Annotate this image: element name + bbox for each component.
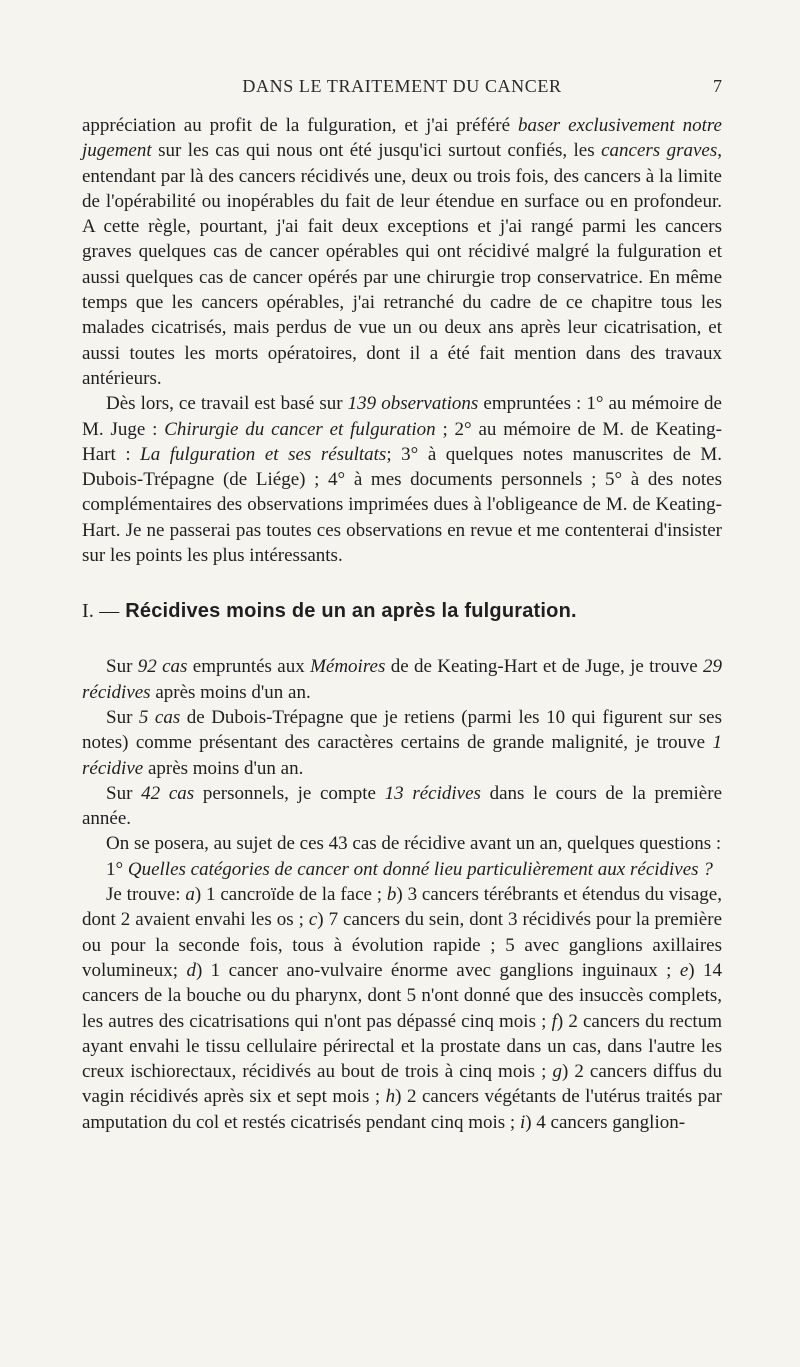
text-run: après moins d'un an. [150, 681, 311, 703]
section-heading [82, 598, 722, 624]
text-run: empruntées : 1° au mémoire de M. Juge : [82, 393, 722, 440]
paragraph-intro-1 [82, 113, 722, 391]
text-run: de Dubois-Trépagne que je retiens (parmi les 10 qui figurent sur ses notes) comme présentant des caractères certains de grande malignité, je trouve [82, 706, 722, 754]
list-letter: c [308, 909, 318, 931]
text-run: appréciation au profit de la fulguration, et j'ai préféré [82, 115, 518, 136]
emphasis-text: 92 cas [137, 656, 188, 678]
text-run: Sur [106, 782, 142, 804]
list-letter: f [551, 1010, 557, 1032]
list-letter: e [679, 959, 689, 981]
text-run: ) 14 cancers de la bouche ou du pharynx, dont 5 n'ont donné que des insuccès complets, les autres des cicatrisations qui n'ont pas dépassé cinq mois ; [82, 959, 723, 1032]
text-run: 1° [106, 858, 128, 880]
text-run: Sur [106, 656, 138, 678]
paragraph-3 [82, 654, 722, 705]
text-run: après moins d'un an. [143, 757, 304, 779]
paragraph-4 [82, 705, 722, 781]
page-number: 7 [713, 76, 722, 96]
list-letter: b [386, 884, 397, 906]
list-letter: h [385, 1086, 396, 1108]
section-number: I. — [82, 600, 120, 623]
emphasis-text: 5 cas [138, 706, 181, 728]
text-run: Je trouve: [106, 884, 186, 906]
paragraph-5 [82, 781, 722, 832]
text-run: ; 2° au mémoire de M. de Keating-Hart : [82, 418, 722, 465]
emphasis-text: Quelles catégories de cancer ont donné lieu particulièrement aux récidives ? [127, 858, 713, 880]
text-run: ) 1 cancroïde de la face ; [194, 884, 387, 906]
text-run: ) 2 cancers du rectum ayant envahi le tissu cellulaire périrectal et la prostate dans un cas, dans l'autre les creux ischiorectaux, récidivés au bout de trois à cinq mois ; [82, 1010, 722, 1083]
text-run: ) 1 cancer ano-vulvaire énorme avec ganglions inguinaux ; [195, 959, 680, 981]
paragraph-intro-2 [82, 391, 722, 568]
running-head [82, 76, 722, 100]
book-title: La fulguration et ses résultats [140, 443, 387, 465]
text-run: empruntés aux [187, 656, 311, 678]
emphasis-text: cancers graves [601, 140, 718, 162]
paragraph-7 [82, 857, 722, 882]
text-run: ) 7 cancers du sein, dont 3 récidivés pour la première ou pour la seconde fois, tous à évolution rapide ; 5 avec ganglions axillaires volumineux; [82, 909, 723, 981]
text-run: ) 3 cancers térébrants et étendus du visage, dont 2 avaient envahi les os ; [82, 884, 722, 931]
emphasis-text: 29 récidives [82, 656, 723, 703]
emphasis-text: 1 récidive [82, 732, 722, 779]
text-run: personnels, je compte [194, 782, 385, 804]
emphasis-text: Mémoires [310, 656, 386, 678]
emphasis-text: baser exclusivement notre jugement [82, 115, 722, 162]
text-run: Dès lors, ce travail est basé sur [106, 393, 348, 415]
text-run: de de Keating-Hart et de Juge, je trouve [385, 656, 704, 678]
emphasis-text: 42 cas [141, 782, 195, 804]
book-title: Chirurgie du cancer et fulguration [164, 418, 436, 440]
list-letter: g [552, 1061, 562, 1083]
text-run: ) 2 cancers diffus du vagin récidivés après six et sept mois ; [82, 1061, 722, 1108]
text-run: , entendant par là des cancers récidivés une, deux ou trois fois, des cancers à la limite de l'opérabilité ou inopérables du fait de leur étendue en surface ou en profondeur. A cette règle, pourtant, j'ai fait deux exceptions et j'ai rangé parmi les cancers graves quelques cas de cancer opérables qui ont récidivé malgré la fulguration et aussi quelques cas de cancer opérés par une chirurgie trop conservatrice. En même temps que les cancers opérables, j'ai retranché du cadre de ce chapitre tous les malades cicatrisés, mais perdus de vue un ou deux ans après leur cicatrisation, et aussi toutes les morts opératoires, dont il a été fait mention dans des travaux antérieurs. [82, 140, 722, 389]
running-title: DANS LE TRAITEMENT DU CANCER [242, 76, 562, 96]
section-title: Récidives moins de un an après la fulguration. [125, 600, 577, 623]
text-run: Sur [106, 706, 139, 728]
body-text [82, 113, 722, 1135]
text-run: ; 3° à quelques notes manuscrites de M. Dubois-Trépagne (de Liége) ; 4° à mes documents personnels ; 5° à des notes complémentaires des observations imprimées dues à l'obligeance de M. de Keating-Hart. Je ne passerai pas toutes ces observations en revue et me contenterai d'insister sur les points les plus intéressants. [82, 443, 722, 567]
paragraph-8 [82, 882, 722, 1135]
emphasis-text: 13 récidives [384, 782, 481, 804]
text-run: ) 2 cancers végétants de l'utérus traités par amputation du col et restés cicatrisés pendant cinq mois ; [82, 1086, 722, 1133]
text-run: ) 4 cancers ganglion- [525, 1111, 686, 1133]
list-letter: a [185, 884, 195, 906]
text-run: dans le cours de la première année. [82, 782, 723, 830]
list-letter: d [186, 959, 196, 981]
text-run: sur les cas qui nous ont été jusqu'ici surtout confiés, les [151, 140, 602, 162]
paragraph-6: On se posera, au sujet de ces 43 cas de récidive avant un an, quelques questions : [106, 833, 722, 855]
list-letter: i [519, 1111, 526, 1133]
emphasis-text: 139 observations [347, 393, 479, 415]
